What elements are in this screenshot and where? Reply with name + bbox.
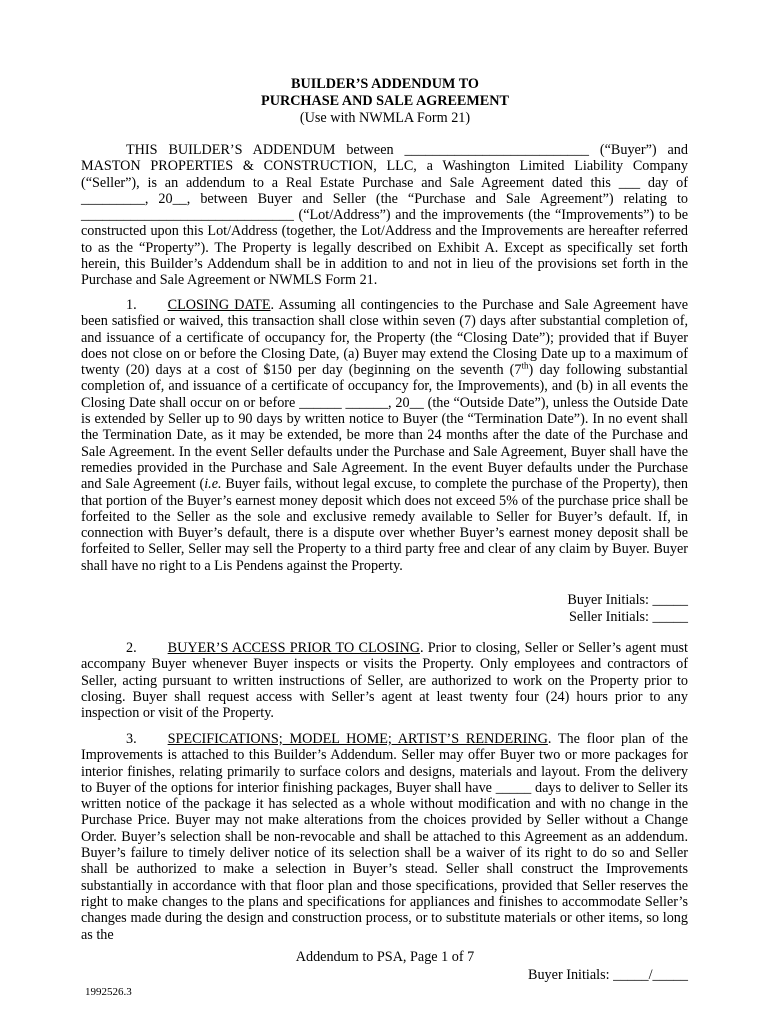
intro-text: THIS BUILDER’S ADDENDUM between __________________________ (“Buyer”) and MASTON PROPERTIES & CONSTRUCTION, LLC, a Washington Limited Liability Company (“Seller”), is an addendum to a Real Estate Purchase and Sale Agreement dated this ___ day of _________, 20__, between Buyer and Seller (the “Purchase and Sale Agreement”) relating to ______________________________ (“Lot/Address”) and the improvements (the “Improvements”) to be constructed upon this Lot/Address (together, the Lot/Address and the Improvements are hereafter referred to as the “Property”). The Property is legally described on Exhibit A. Except as specifically set forth herein, this Builder’s Addendum shall be in addition to and not in lieu of the provisions set forth in the Purchase and Sale Agreement or NWMLS Form 21. (81, 142, 688, 289)
title-line-1: BUILDER’S ADDENDUM TO (291, 76, 479, 92)
subtitle: (Use with NWMLA Form 21) (299, 110, 471, 126)
section-1-sup: th (521, 360, 529, 371)
section-1 (81, 297, 688, 574)
footer-page-number: Addendum to PSA, Page 1 of 7 (295, 949, 475, 965)
section-2-number: 2. (126, 640, 137, 656)
document-id: 1992526.3 (85, 986, 132, 998)
buyer-initials-line[interactable]: Buyer Initials: _____ (567, 592, 688, 608)
title-line-2: PURCHASE AND SALE AGREEMENT (261, 93, 509, 109)
section-3 (81, 731, 688, 943)
initials-block (567, 592, 688, 625)
section-3-text: . The floor plan of the Improvements is attached to this Builder’s Addendum. Seller may offer Buyer two or more packages for interior finishes, relating primarily to surface colors and designs, materials and layout. From the delivery to Buyer of the options for interior finishing packages, Buyer shall have _____ days to deliver to Seller its written notice of the package it has selected as a whole without modification and with no change in the Purchase Price. Buyer may not make alterations from the choices provided by Seller without a Change Order. Buyer’s selection shall be non-revocable and shall be attached to this Agreement as an addendum. Buyer’s failure to timely deliver notice of its selection shall be a waiver of its right to do so and Seller shall be authorized to make a selection in Buyer’s stead. Seller shall construct the Improvements substantially in accordance with that floor plan and those specifications, provided that Seller reserves the right to make changes to the plans and specifications for appliances and finishes to accommodate Seller’s changes made during the design and construction process, or to substitute materials or other items, so long as the (81, 731, 688, 943)
section-2-heading: BUYER’S ACCESS PRIOR TO CLOSING (167, 640, 420, 656)
section-1-ie: i.e. (204, 476, 222, 493)
intro-paragraph (81, 142, 688, 289)
seller-initials-line[interactable]: Seller Initials: _____ (568, 608, 688, 625)
section-1-heading: CLOSING DATE (167, 297, 271, 313)
section-2 (81, 640, 688, 721)
section-1-text-b: ) day following substantial completion of, and issuance of a certificate of occupancy for, the Improvements), and (b) in all events the Closing Date shall occur on or before ______ ______, 20__ (the “Outside Date”), unless the Outside Date is extended by Seller up to 90 days by written notice to Buyer (the “Termination Date”). In no event shall the Termination Date, as it may be extended, be more than 24 months after the date of the Purchase and Sale Agreement. In the event Seller defaults under the Purchase and Sale Agreement, Buyer shall have the remedies provided in the Purchase and Sale Agreement. In the event Buyer defaults under the Purchase and Sale Agreement ( (81, 362, 688, 493)
section-3-heading: SPECIFICATIONS; MODEL HOME; ARTIST’S RENDERING (167, 731, 548, 747)
section-1-text-a: . Assuming all contingencies to the Purchase and Sale Agreement have been satisfied or waived, this transaction shall close within seven (7) days after substantial completion of, and issuance of a certificate of occupancy for, the Property (the “Closing Date”); provided that if Buyer does not close on or before the Closing Date, (a) Buyer may extend the Closing Date up to a maximum of twenty (20) days at a cost of $150 per day (beginning on the seventh (7 (81, 297, 689, 379)
section-1-text-c: Buyer fails, without legal excuse, to complete the purchase of the Property), then that portion of the Buyer’s earnest money deposit which does not exceed 5% of the purchase price shall be forfeited to the Seller as the sole and exclusive remedy available to Seller for Buyer’s default. If, in connection with Buyer’s default, there is a dispute over whether Buyer’s earnest money deposit shall be forfeited to Seller, Seller may sell the Property to a third party free and clear of any claim by Buyer. Buyer shall have no right to a Lis Pendens against the Property. (81, 476, 688, 574)
section-3-number: 3. (126, 731, 137, 747)
section-2-text: . Prior to closing, Seller or Seller’s agent must accompany Buyer whenever Buyer inspects or visits the Property. Only employees and contractors of Seller, acting pursuant to written instructions of Seller, are authorized to work on the Property prior to closing. Buyer shall request access with Seller’s agent at least twenty four (24) hours prior to any inspection or visit of the Property. (81, 640, 689, 722)
footer-buyer-initials[interactable]: Buyer Initials: _____/_____ (528, 967, 688, 983)
section-1-number: 1. (126, 297, 137, 313)
